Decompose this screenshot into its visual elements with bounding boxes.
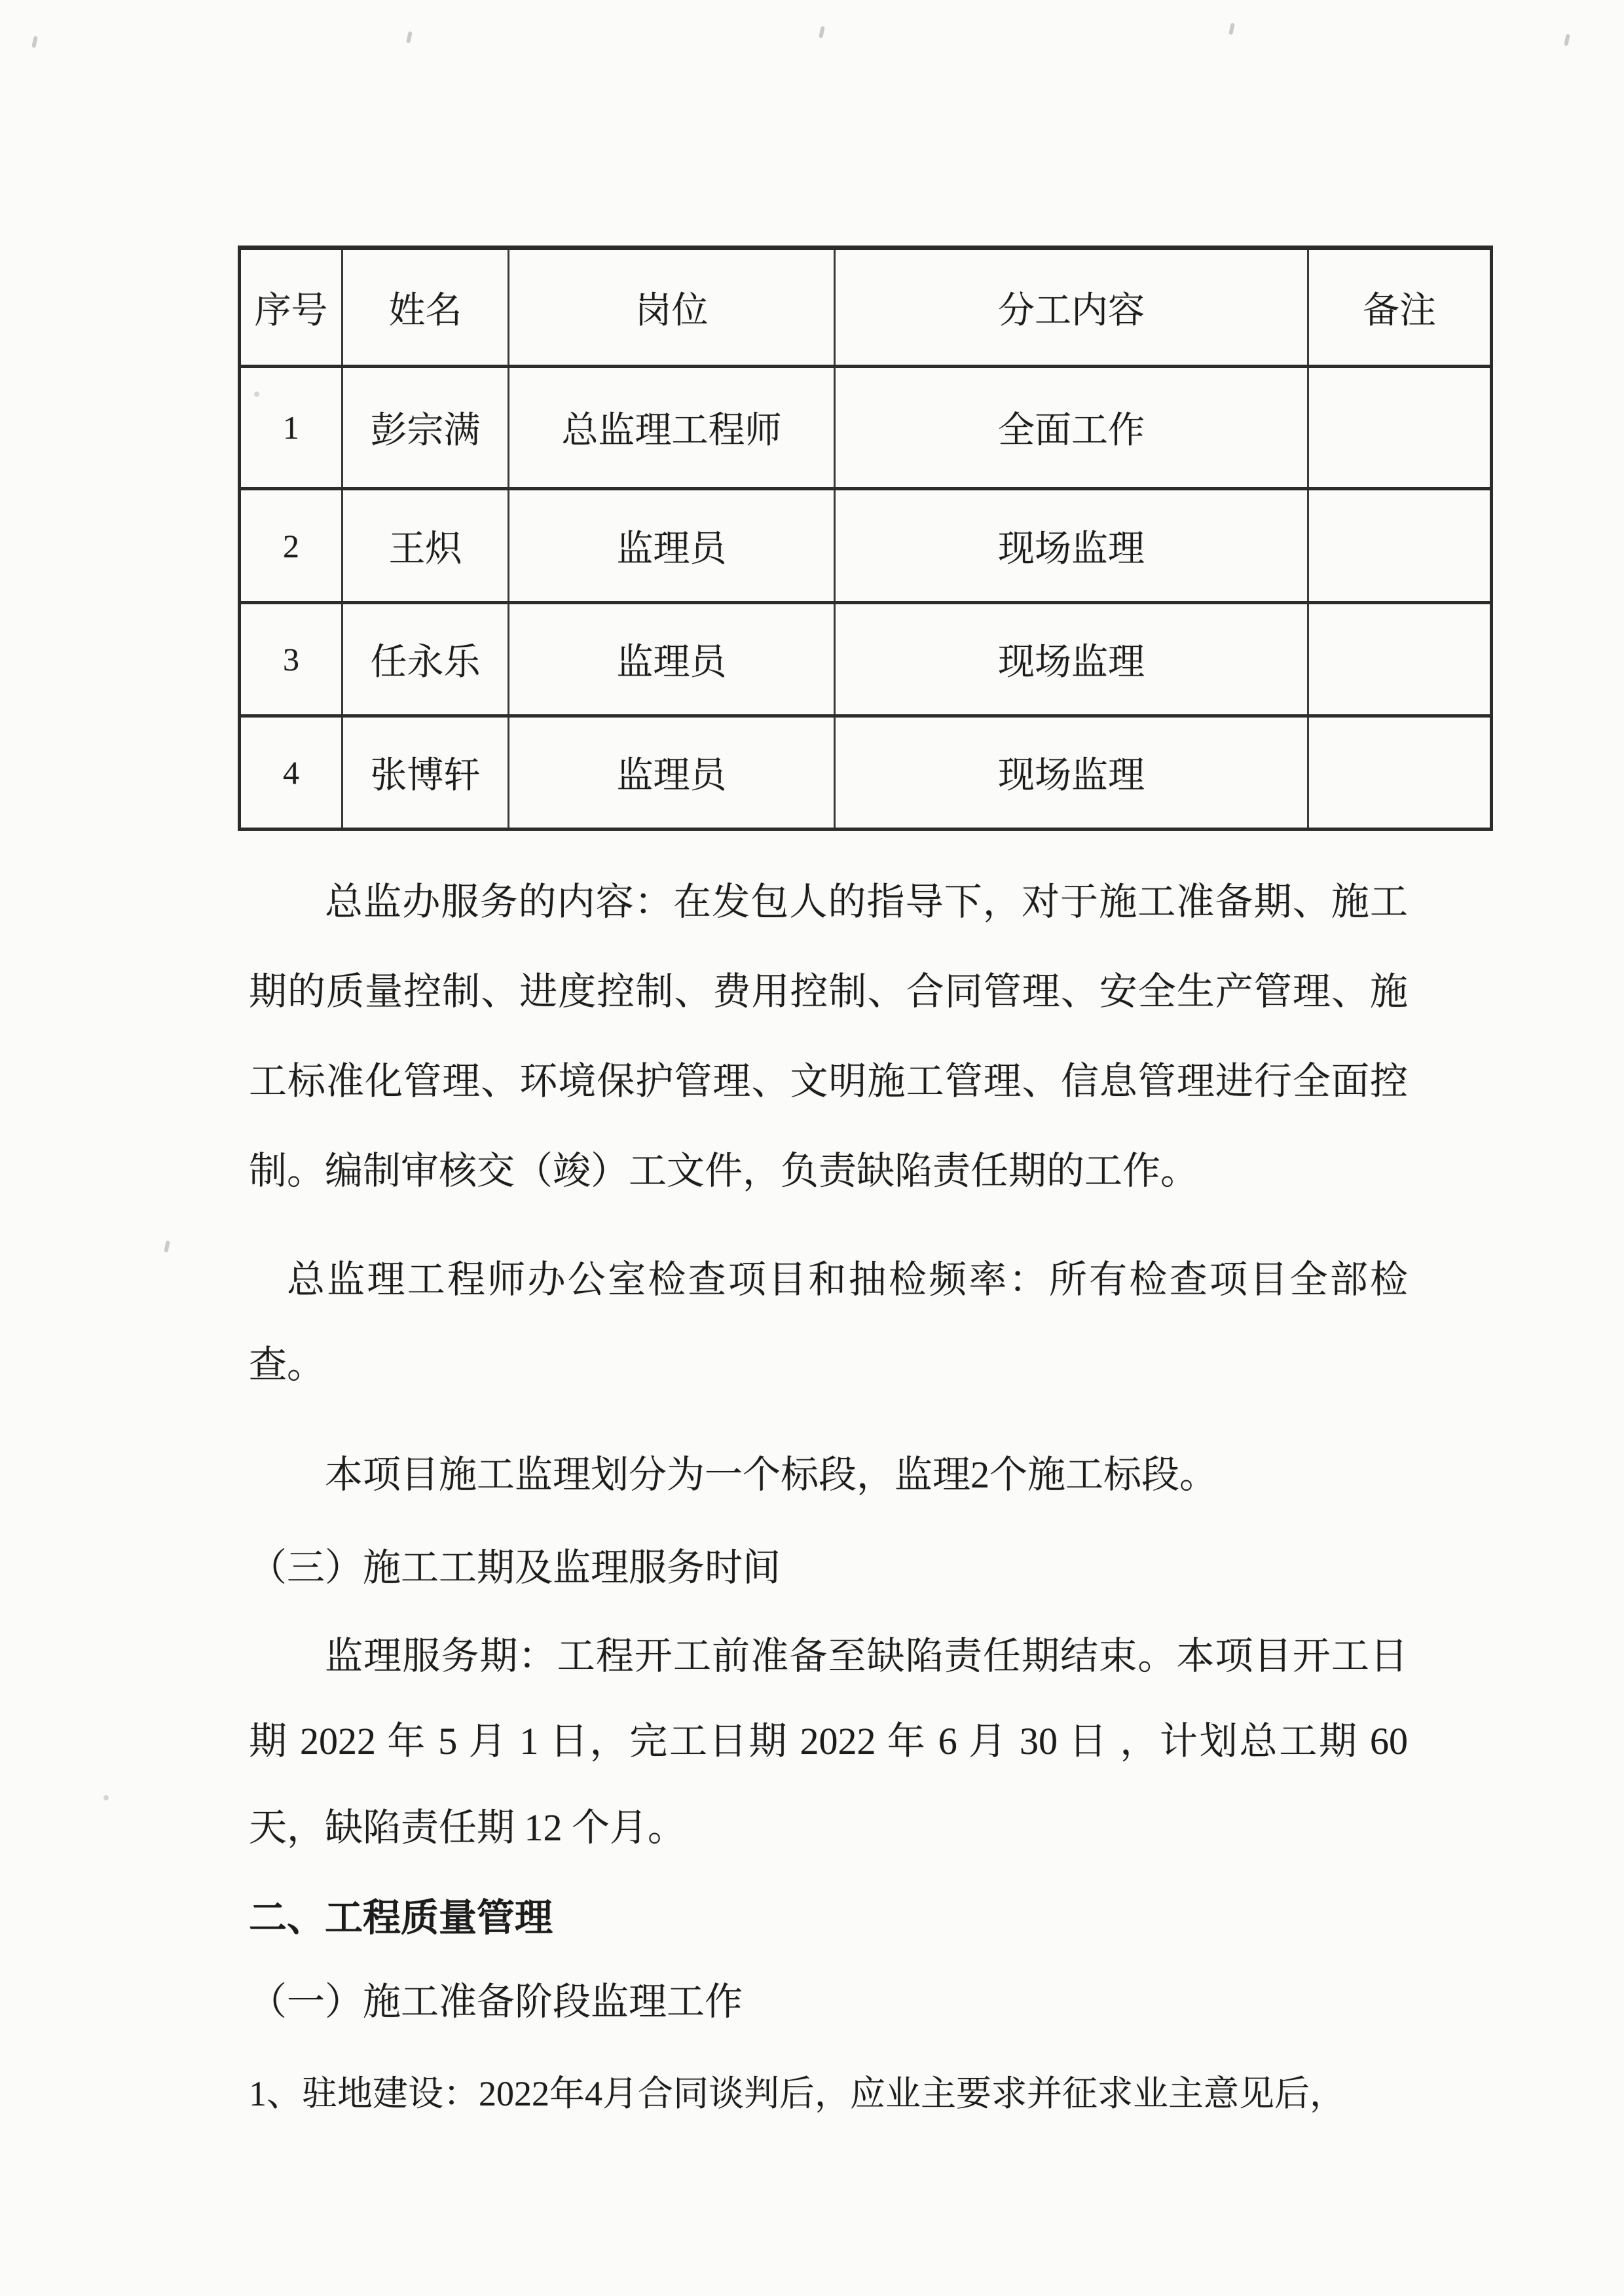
cell-remark xyxy=(1308,367,1492,489)
body-text-line: 工标准化管理、环境保护管理、文明施工管理、信息管理进行全面控 xyxy=(249,1060,1408,1102)
body-text-line: 期 2022 年 5 月 1 日，完工日期 2022 年 6 月 30 日 ，计划总工期 60 xyxy=(249,1720,1408,1762)
table-row xyxy=(240,489,1492,603)
table-row xyxy=(240,603,1492,716)
cell-duty: 现场监理 xyxy=(835,603,1308,716)
cell-position: 监理员 xyxy=(509,716,835,829)
cell-no: 1 xyxy=(240,367,342,489)
col-header-remark: 备注 xyxy=(1308,248,1492,367)
table-row xyxy=(240,367,1492,489)
chapter-heading: 二、工程质量管理 xyxy=(249,1897,553,1939)
scan-speck xyxy=(406,31,413,44)
scan-speck xyxy=(1564,34,1570,46)
section-heading: （一）施工准备阶段监理工作 xyxy=(249,1980,743,2023)
cell-no: 3 xyxy=(240,603,342,716)
body-text-line: 制。编制审核交（竣）工文件，负责缺陷责任期的工作。 xyxy=(249,1150,1199,1192)
supervision-staff-table xyxy=(238,246,1493,831)
col-header-name: 姓名 xyxy=(342,248,509,367)
scan-speck xyxy=(31,36,38,48)
cell-duty: 现场监理 xyxy=(835,716,1308,829)
cell-duty: 全面工作 xyxy=(835,367,1308,489)
body-text-line: 总监办服务的内容：在发包人的指导下，对于施工准备期、施工 xyxy=(325,881,1408,923)
cell-no: 2 xyxy=(240,489,342,603)
body-text-line: 查。 xyxy=(249,1343,325,1386)
scan-speck xyxy=(819,26,825,39)
cell-position: 总监理工程师 xyxy=(509,367,835,489)
table-header-row xyxy=(240,248,1492,367)
scan-speck xyxy=(164,1241,170,1253)
cell-name: 张博轩 xyxy=(342,716,509,829)
table-row xyxy=(240,716,1492,829)
body-text-line: 天，缺陷责任期 12 个月。 xyxy=(249,1806,686,1849)
cell-name: 王炽 xyxy=(342,489,509,603)
cell-name: 彭宗满 xyxy=(342,367,509,489)
cell-remark xyxy=(1308,716,1492,829)
cell-name: 任永乐 xyxy=(342,603,509,716)
col-header-no: 序号 xyxy=(240,248,342,367)
section-heading: （三）施工工期及监理服务时间 xyxy=(249,1546,781,1589)
cell-remark xyxy=(1308,489,1492,603)
body-text-line: 本项目施工监理划分为一个标段，监理2个施工标段。 xyxy=(325,1453,1218,1496)
cell-no: 4 xyxy=(240,716,342,829)
body-text-line: 1、驻地建设：2022年4月合同谈判后，应业主要求并征求业主意见后， xyxy=(249,2074,1345,2113)
cell-duty: 现场监理 xyxy=(835,489,1308,603)
body-text-line: 总监理工程师办公室检查项目和抽检频率：所有检查项目全部检 xyxy=(287,1258,1408,1301)
body-text-line: 监理服务期：工程开工前准备至缺陷责任期结束。本项目开工日 xyxy=(325,1635,1408,1677)
col-header-position: 岗位 xyxy=(509,248,835,367)
cell-position: 监理员 xyxy=(509,603,835,716)
scan-speck xyxy=(1228,23,1235,35)
cell-position: 监理员 xyxy=(509,489,835,603)
body-text-line: 期的质量控制、进度控制、费用控制、合同管理、安全生产管理、施 xyxy=(249,970,1408,1013)
col-header-duty: 分工内容 xyxy=(835,248,1308,367)
scan-speck xyxy=(103,1795,109,1800)
cell-remark xyxy=(1308,603,1492,716)
